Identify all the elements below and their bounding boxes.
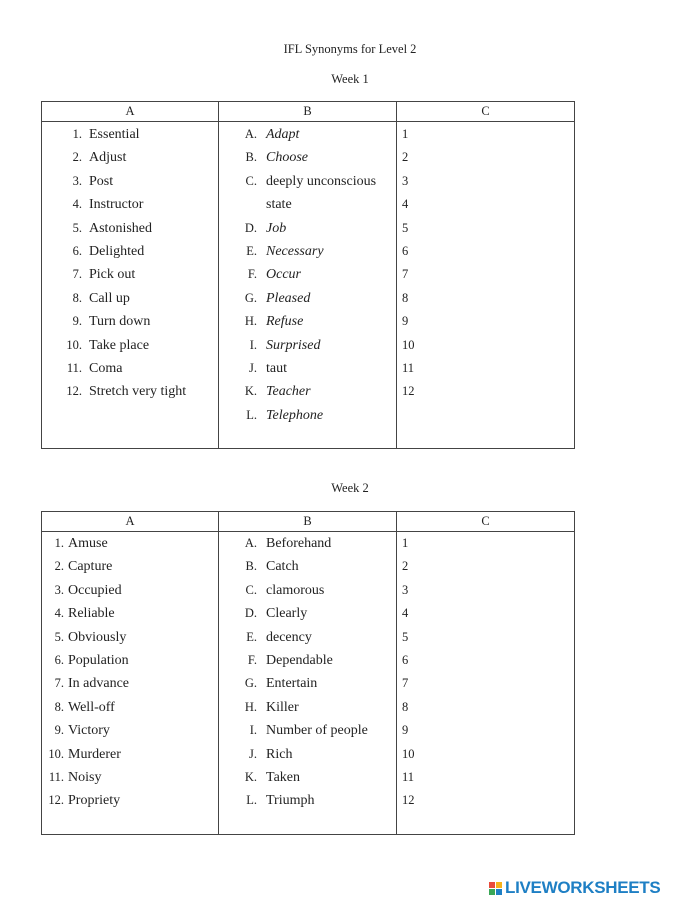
item-synonym: Triumph bbox=[266, 793, 315, 809]
list-item bbox=[219, 146, 396, 169]
item-number: 5. bbox=[54, 629, 64, 644]
answer-number: 11 bbox=[402, 360, 415, 375]
item-synonym: decency bbox=[266, 629, 312, 645]
list-item bbox=[42, 380, 218, 403]
list-item bbox=[219, 672, 396, 695]
item-word: Adjust bbox=[89, 150, 127, 166]
list-item bbox=[42, 672, 218, 695]
item-number: 2. bbox=[54, 559, 64, 574]
answer-number: 2 bbox=[402, 559, 409, 574]
list-item bbox=[219, 789, 396, 812]
list-item bbox=[219, 649, 396, 672]
answer-number: 4 bbox=[402, 197, 409, 212]
item-synonym: Choose bbox=[266, 150, 308, 166]
week-1-table bbox=[41, 101, 575, 449]
item-synonym: taut bbox=[266, 360, 287, 376]
answer-number: 7 bbox=[402, 676, 409, 691]
answer-number: 8 bbox=[402, 699, 409, 714]
answer-number: 1 bbox=[402, 536, 409, 550]
item-letter: C. bbox=[245, 582, 257, 597]
list-item bbox=[219, 310, 396, 333]
answer-number: 1 bbox=[402, 127, 409, 141]
answer-number: 12 bbox=[402, 793, 415, 808]
list-item bbox=[42, 334, 218, 357]
item-number: 4. bbox=[72, 197, 82, 212]
item-word: Instructor bbox=[89, 197, 144, 213]
list-item bbox=[42, 263, 218, 286]
list-item bbox=[219, 555, 396, 578]
item-letter: B. bbox=[245, 559, 257, 574]
column-c-header: C bbox=[397, 512, 575, 532]
week-2-table bbox=[41, 511, 575, 835]
item-synonym: Surprised bbox=[266, 337, 321, 353]
list-item bbox=[219, 217, 396, 240]
item-number: 12. bbox=[66, 384, 82, 399]
item-synonym: Adapt bbox=[266, 127, 300, 142]
answer-number: 9 bbox=[402, 723, 409, 738]
item-letter: J. bbox=[249, 746, 257, 761]
item-word: Delighted bbox=[89, 243, 145, 259]
list-item bbox=[42, 240, 218, 263]
answer-number: 8 bbox=[402, 290, 409, 305]
item-synonym: Refuse bbox=[266, 314, 304, 330]
list-item bbox=[219, 743, 396, 766]
item-number: 1. bbox=[72, 127, 82, 141]
list-item bbox=[219, 123, 396, 146]
item-letter: E. bbox=[246, 629, 257, 644]
item-synonym: deeply unconscious bbox=[266, 173, 377, 189]
list-item bbox=[42, 719, 218, 742]
item-letter: L. bbox=[246, 407, 257, 422]
column-c-header: C bbox=[397, 102, 575, 122]
item-word: Occupied bbox=[68, 582, 122, 598]
answer-number: 11 bbox=[402, 769, 415, 784]
list-item bbox=[42, 789, 218, 812]
item-letter: F. bbox=[247, 267, 257, 282]
item-synonym: Job bbox=[266, 220, 287, 236]
item-number: 8. bbox=[54, 699, 64, 714]
item-number: 10. bbox=[66, 337, 82, 352]
list-item bbox=[219, 579, 396, 602]
list-item bbox=[219, 696, 396, 719]
column-a-header: A bbox=[42, 512, 219, 532]
item-word: Post bbox=[89, 173, 114, 189]
item-letter: B. bbox=[245, 150, 257, 165]
item-synonym: Entertain bbox=[266, 676, 318, 692]
item-number: 3. bbox=[54, 582, 64, 597]
list-item bbox=[219, 602, 396, 625]
list-item bbox=[219, 766, 396, 789]
item-word: Pick out bbox=[89, 267, 136, 283]
item-letter: C. bbox=[245, 173, 257, 188]
week-1-column-c bbox=[397, 122, 574, 404]
list-item bbox=[42, 217, 218, 240]
item-letter: A. bbox=[244, 127, 257, 141]
item-letter: J. bbox=[249, 360, 257, 375]
list-item bbox=[219, 626, 396, 649]
item-word: Call up bbox=[89, 290, 130, 306]
list-item bbox=[219, 532, 396, 555]
item-number: 6. bbox=[54, 652, 64, 667]
item-number: 4. bbox=[54, 606, 64, 621]
item-number: 8. bbox=[72, 290, 82, 305]
item-number: 10. bbox=[48, 746, 64, 761]
item-word: Amuse bbox=[68, 536, 108, 551]
column-a-header: A bbox=[42, 102, 219, 122]
item-letter: K. bbox=[244, 769, 257, 784]
list-item bbox=[42, 626, 218, 649]
item-word: Noisy bbox=[68, 769, 102, 785]
item-synonym: Telephone bbox=[266, 407, 324, 423]
item-number: 1. bbox=[54, 536, 64, 550]
item-number: 11. bbox=[66, 360, 82, 375]
list-item bbox=[42, 310, 218, 333]
item-letter: H. bbox=[244, 314, 257, 329]
item-word: Well-off bbox=[68, 699, 115, 715]
list-item bbox=[219, 287, 396, 310]
item-word: Stretch very tight bbox=[89, 384, 187, 400]
item-synonym: Dependable bbox=[266, 652, 333, 668]
item-letter: H. bbox=[244, 699, 257, 714]
page-title: IFL Synonyms for Level 2 bbox=[283, 42, 417, 56]
item-synonym: Rich bbox=[266, 746, 293, 762]
item-number: 2. bbox=[72, 150, 82, 165]
item-word: In advance bbox=[68, 676, 130, 692]
column-b-header: B bbox=[219, 102, 397, 122]
list-item bbox=[42, 602, 218, 625]
item-word: Essential bbox=[89, 127, 140, 142]
week-2-heading: Week 2 bbox=[331, 481, 369, 495]
item-number: 6. bbox=[72, 243, 82, 258]
item-letter: K. bbox=[244, 384, 257, 399]
item-letter: I. bbox=[249, 337, 257, 352]
item-number: 7. bbox=[54, 676, 64, 691]
item-word: Capture bbox=[68, 559, 113, 575]
list-item bbox=[42, 696, 218, 719]
item-number: 11. bbox=[48, 769, 64, 784]
item-synonym: Pleased bbox=[266, 290, 311, 306]
item-word: Murderer bbox=[68, 746, 121, 762]
list-item bbox=[42, 579, 218, 602]
list-item bbox=[219, 380, 396, 403]
list-item bbox=[219, 404, 396, 427]
list-item bbox=[42, 357, 218, 380]
item-letter: F. bbox=[247, 652, 257, 667]
item-letter: D. bbox=[244, 606, 257, 621]
column-b-header: B bbox=[219, 512, 397, 532]
answer-number: 5 bbox=[402, 629, 409, 644]
list-item bbox=[219, 357, 396, 380]
item-synonym: Killer bbox=[266, 699, 299, 715]
list-item bbox=[42, 743, 218, 766]
item-synonym: Number of people bbox=[266, 723, 368, 739]
list-item bbox=[42, 123, 218, 146]
item-word: Propriety bbox=[68, 793, 121, 809]
item-number: 9. bbox=[72, 314, 82, 329]
item-letter: L. bbox=[246, 793, 257, 808]
list-item bbox=[219, 170, 396, 193]
answer-number: 2 bbox=[402, 150, 409, 165]
answer-number: 3 bbox=[402, 173, 409, 188]
list-item bbox=[219, 263, 396, 286]
answer-number: 4 bbox=[402, 606, 409, 621]
list-item bbox=[42, 649, 218, 672]
item-word: Victory bbox=[68, 723, 110, 739]
week-2-column-c bbox=[397, 532, 574, 813]
week-1-column-a bbox=[42, 122, 218, 404]
answer-number: 6 bbox=[402, 243, 409, 258]
item-number: 12. bbox=[48, 793, 64, 808]
answer-number: 5 bbox=[402, 220, 409, 235]
answer-number: 10 bbox=[402, 337, 415, 352]
item-synonym: Teacher bbox=[266, 384, 311, 400]
item-word: Coma bbox=[89, 360, 123, 376]
item-letter: G. bbox=[244, 290, 257, 305]
item-synonym: Beforehand bbox=[266, 536, 332, 551]
answer-number: 12 bbox=[402, 384, 415, 399]
list-item bbox=[219, 193, 396, 216]
answer-number: 7 bbox=[402, 267, 409, 282]
item-word: Population bbox=[68, 652, 129, 668]
item-letter: D. bbox=[244, 220, 257, 235]
item-word: Turn down bbox=[89, 314, 151, 330]
item-word: Astonished bbox=[89, 220, 152, 236]
liveworksheets-logo bbox=[489, 877, 660, 899]
answer-number: 9 bbox=[402, 314, 409, 329]
item-number: 7. bbox=[72, 267, 82, 282]
list-item bbox=[42, 146, 218, 169]
item-synonym: Taken bbox=[266, 769, 301, 785]
answer-number: 3 bbox=[402, 582, 409, 597]
list-item bbox=[42, 766, 218, 789]
logo-squares-icon bbox=[489, 882, 502, 895]
item-synonym: state bbox=[266, 197, 292, 213]
item-number: 5. bbox=[72, 220, 82, 235]
list-item bbox=[219, 240, 396, 263]
item-number: 3. bbox=[72, 173, 82, 188]
week-2-column-b bbox=[219, 532, 396, 813]
list-item bbox=[219, 719, 396, 742]
item-word: Obviously bbox=[68, 629, 127, 645]
item-letter: G. bbox=[244, 676, 257, 691]
logo-text: LIVEWORKSHEETS bbox=[505, 878, 661, 897]
answer-number: 10 bbox=[402, 746, 415, 761]
item-word: Take place bbox=[89, 337, 150, 353]
item-letter: E. bbox=[246, 243, 257, 258]
item-synonym: Occur bbox=[266, 267, 301, 283]
list-item bbox=[42, 532, 218, 555]
answer-number: 6 bbox=[402, 652, 409, 667]
week-2-column-a bbox=[42, 532, 218, 813]
week-1-heading: Week 1 bbox=[331, 72, 369, 86]
item-letter: I. bbox=[249, 723, 257, 738]
list-item bbox=[42, 193, 218, 216]
item-synonym: Catch bbox=[266, 559, 299, 575]
list-item bbox=[219, 334, 396, 357]
list-item bbox=[42, 170, 218, 193]
item-synonym: Necessary bbox=[266, 243, 324, 259]
item-synonym: clamorous bbox=[266, 582, 325, 598]
list-item bbox=[42, 555, 218, 578]
item-number: 9. bbox=[54, 723, 64, 738]
item-synonym: Clearly bbox=[266, 606, 308, 622]
item-word: Reliable bbox=[68, 606, 115, 622]
item-letter: A. bbox=[244, 536, 257, 550]
list-item bbox=[42, 287, 218, 310]
week-1-column-b bbox=[219, 122, 396, 427]
